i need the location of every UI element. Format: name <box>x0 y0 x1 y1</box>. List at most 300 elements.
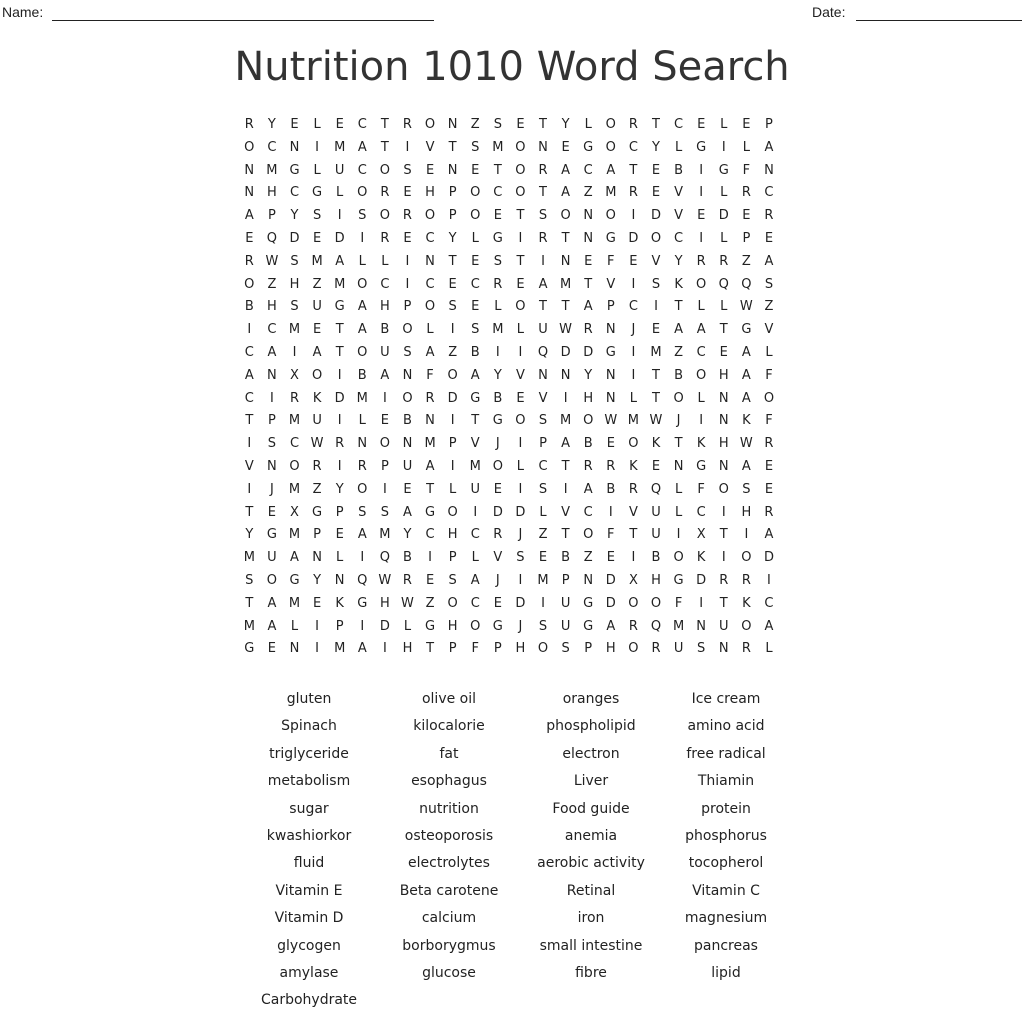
grid-letter: K <box>742 413 751 429</box>
grid-letter: B <box>402 413 412 429</box>
grid-letter: P <box>335 504 344 520</box>
grid-letter: Q <box>537 344 549 360</box>
word-list-item: Beta carotene <box>399 882 499 899</box>
grid-letter: D <box>515 595 526 611</box>
grid-letter: M <box>672 618 685 634</box>
grid-letter: R <box>696 253 706 269</box>
grid-letter: D <box>289 230 300 246</box>
grid-letter: R <box>538 162 548 178</box>
grid-letter: I <box>563 390 568 406</box>
grid-letter: N <box>560 253 571 269</box>
grid-letter: L <box>584 117 592 132</box>
grid-letter: V <box>674 185 684 201</box>
grid-letter: H <box>718 367 729 383</box>
grid-letter: M <box>288 481 301 497</box>
grid-letter: O <box>402 390 413 406</box>
grid-letter: N <box>312 550 322 566</box>
grid-letter: T <box>335 322 344 338</box>
grid-letter: N <box>244 162 255 178</box>
grid-letter: O <box>537 641 549 657</box>
grid-letter: R <box>741 641 751 657</box>
grid-letter: R <box>719 572 729 588</box>
grid-letter: E <box>403 230 412 246</box>
grid-letter: K <box>696 436 706 452</box>
grid-letter: P <box>448 185 457 201</box>
grid-letter: M <box>469 458 481 474</box>
grid-letter: H <box>379 299 390 315</box>
grid-letter: O <box>447 504 458 520</box>
grid-letter: P <box>403 299 412 315</box>
grid-letter: V <box>538 390 548 406</box>
name-blank-line <box>52 20 434 21</box>
grid-letter: N <box>334 572 345 588</box>
grid-letter: U <box>673 641 684 657</box>
grid-letter: P <box>561 572 570 588</box>
grid-letter: O <box>583 413 594 429</box>
grid-letter: B <box>470 344 480 360</box>
word-list-item: electrolytes <box>408 855 490 872</box>
grid-letter: G <box>334 299 345 315</box>
grid-letter: Q <box>650 481 662 497</box>
grid-letter: G <box>605 230 616 246</box>
grid-letter: L <box>403 618 412 634</box>
grid-letter: R <box>651 641 661 657</box>
grid-letter: O <box>357 185 368 201</box>
grid-letter: N <box>425 253 435 269</box>
grid-letter: A <box>741 458 751 474</box>
grid-letter: O <box>289 458 300 474</box>
grid-letter: O <box>357 344 368 360</box>
grid-letter: S <box>312 208 322 224</box>
grid-letter: L <box>471 230 479 246</box>
grid-letter: N <box>605 367 616 383</box>
grid-letter: T <box>516 253 525 269</box>
grid-letter: E <box>290 117 299 132</box>
grid-letter: Y <box>267 117 276 132</box>
grid-letter: A <box>696 322 706 338</box>
grid-letter: O <box>515 162 526 178</box>
grid-letter: L <box>697 390 705 406</box>
grid-letter: V <box>674 208 684 224</box>
grid-letter: L <box>742 139 750 155</box>
grid-letter: P <box>267 208 276 224</box>
grid-letter: S <box>380 504 389 520</box>
grid-letter: S <box>403 344 412 360</box>
grid-letter: O <box>515 299 526 315</box>
grid-letter: C <box>696 504 706 520</box>
grid-letter: P <box>448 208 457 224</box>
grid-letter: C <box>764 185 774 201</box>
grid-letter: I <box>767 572 771 588</box>
grid-letter: C <box>583 162 593 178</box>
grid-letter: O <box>673 390 684 406</box>
grid-letter: H <box>447 527 458 543</box>
grid-letter: B <box>244 299 254 315</box>
word-list-item: amylase <box>279 964 339 981</box>
word-list-item: Ice cream <box>691 691 761 707</box>
grid-letter: M <box>243 618 255 634</box>
grid-letter: N <box>538 139 548 155</box>
grid-letter: O <box>424 117 436 132</box>
grid-letter: I <box>360 618 365 634</box>
grid-letter: S <box>358 504 367 520</box>
grid-letter: E <box>312 322 322 338</box>
grid-letter: L <box>358 253 366 269</box>
grid-letter: L <box>765 344 773 360</box>
grid-letter: N <box>718 390 729 406</box>
grid-letter: R <box>583 458 593 474</box>
word-list-item: kilocalorie <box>413 718 485 735</box>
grid-letter: T <box>561 299 570 315</box>
grid-letter: G <box>583 139 594 155</box>
grid-letter: V <box>515 367 525 383</box>
grid-letter: M <box>311 253 323 269</box>
grid-letter: L <box>471 550 479 566</box>
grid-letter: I <box>382 641 387 657</box>
grid-letter: H <box>425 185 435 201</box>
grid-letter: O <box>673 550 684 566</box>
grid-letter: W <box>310 436 324 452</box>
word-list-item: calcium <box>421 910 477 927</box>
grid-letter: E <box>425 572 435 588</box>
grid-letter: R <box>493 276 503 292</box>
grid-letter: T <box>584 276 593 292</box>
grid-letter: G <box>492 413 503 429</box>
word-list-item: kwashiorkor <box>266 827 352 844</box>
grid-letter: N <box>244 185 255 201</box>
grid-letter: L <box>313 117 321 132</box>
grid-letter: C <box>470 276 480 292</box>
grid-letter: C <box>380 276 390 292</box>
grid-letter: O <box>244 139 255 155</box>
grid-letter: J <box>518 527 523 543</box>
grid-letter: I <box>631 344 636 360</box>
grid-letter: G <box>470 390 481 406</box>
grid-letter: C <box>696 344 706 360</box>
page-title: Nutrition 1010 Word Search <box>234 44 790 90</box>
grid-letter: L <box>290 618 299 634</box>
grid-letter: O <box>650 595 662 611</box>
word-list-item: fat <box>439 745 459 762</box>
grid-letter: G <box>244 641 255 657</box>
grid-letter: E <box>471 162 480 178</box>
grid-letter: V <box>561 504 571 520</box>
grid-letter: E <box>267 641 276 657</box>
grid-letter: D <box>334 390 345 406</box>
grid-letter: A <box>561 436 571 452</box>
word-list-item: phosphorus <box>685 827 767 844</box>
grid-letter: T <box>561 230 570 246</box>
grid-letter: R <box>764 436 774 452</box>
grid-letter: G <box>266 527 277 543</box>
word-list-item: Liver <box>573 773 609 790</box>
grid-letter: H <box>605 641 616 657</box>
grid-letter: I <box>315 641 319 657</box>
grid-letter: D <box>560 344 571 360</box>
grid-letter: O <box>605 139 616 155</box>
grid-letter: I <box>495 344 500 360</box>
grid-letter: A <box>764 139 774 155</box>
grid-letter: Y <box>652 139 660 155</box>
grid-letter: T <box>719 527 728 543</box>
grid-letter: O <box>763 390 775 406</box>
grid-letter: H <box>267 185 277 201</box>
grid-letter: I <box>360 550 365 566</box>
word-list-item: Spinach <box>281 718 337 735</box>
grid-letter: P <box>380 458 389 474</box>
grid-letter: S <box>267 436 277 452</box>
word-list-item: Food guide <box>552 800 630 817</box>
grid-letter: M <box>492 322 504 338</box>
word-list-item: anemia <box>564 827 618 844</box>
grid-letter: A <box>606 162 616 178</box>
grid-letter: N <box>402 367 413 383</box>
word-list-item: oranges <box>562 691 620 707</box>
grid-letter: I <box>541 253 545 269</box>
grid-letter: Y <box>313 572 322 588</box>
word-list-item: triglyceride <box>269 745 349 762</box>
grid-letter: R <box>538 230 548 246</box>
letter-grid <box>238 114 780 661</box>
grid-letter: H <box>267 299 277 315</box>
grid-letter: P <box>606 299 615 315</box>
grid-letter: N <box>718 413 729 429</box>
grid-letter: T <box>561 458 570 474</box>
grid-letter: U <box>267 550 277 566</box>
grid-letter: R <box>380 230 390 246</box>
grid-letter: U <box>651 527 661 543</box>
grid-letter: M <box>379 527 391 543</box>
grid-letter: P <box>313 527 321 543</box>
grid-letter: C <box>764 595 774 611</box>
grid-letter: B <box>583 436 593 452</box>
grid-letter: I <box>450 322 455 338</box>
grid-letter: B <box>651 550 661 566</box>
grid-letter: T <box>426 641 435 657</box>
grid-letter: L <box>720 117 728 132</box>
grid-letter: E <box>403 481 412 497</box>
grid-letter: T <box>629 162 638 178</box>
grid-letter: A <box>561 162 571 178</box>
grid-letter: M <box>288 322 301 338</box>
grid-letter: R <box>764 504 774 520</box>
grid-letter: I <box>405 276 410 292</box>
grid-letter: S <box>448 299 457 315</box>
grid-letter: A <box>583 299 593 315</box>
grid-letter: T <box>674 299 683 315</box>
grid-letter: C <box>425 230 435 246</box>
grid-letter: I <box>744 527 749 543</box>
word-list-item: phospholipid <box>546 718 636 735</box>
grid-letter: T <box>539 185 547 201</box>
grid-letter: E <box>335 527 344 543</box>
grid-letter: C <box>425 276 435 292</box>
grid-letter: G <box>492 618 503 634</box>
grid-letter: R <box>628 618 638 634</box>
grid-letter: G <box>673 572 684 588</box>
grid-letter: O <box>628 595 639 611</box>
grid-letter: N <box>560 367 571 383</box>
grid-letter: R <box>402 117 412 132</box>
grid-letter: M <box>492 139 504 155</box>
header-row <box>0 4 1024 24</box>
grid-letter: F <box>426 367 434 383</box>
grid-letter: N <box>402 436 413 452</box>
grid-letter: Z <box>312 481 322 497</box>
grid-letter: T <box>561 527 570 543</box>
grid-letter: H <box>402 641 413 657</box>
grid-letter: N <box>583 230 594 246</box>
grid-letter: O <box>696 276 707 292</box>
grid-letter: I <box>428 550 432 566</box>
grid-letter: D <box>379 618 390 634</box>
grid-letter: R <box>493 527 503 543</box>
grid-letter: I <box>721 504 726 520</box>
word-list-item: metabolism <box>267 773 351 790</box>
grid-letter: T <box>719 322 728 338</box>
grid-letter: O <box>379 162 390 178</box>
grid-letter: F <box>765 367 773 383</box>
grid-letter: E <box>312 230 322 246</box>
grid-letter: E <box>538 550 548 566</box>
grid-letter: I <box>563 481 568 497</box>
grid-letter: I <box>337 413 342 429</box>
grid-letter: U <box>651 504 661 520</box>
grid-letter: D <box>605 595 616 611</box>
grid-letter: L <box>494 299 502 315</box>
grid-letter: G <box>696 139 707 155</box>
grid-letter: P <box>584 641 593 657</box>
grid-letter: C <box>674 230 684 246</box>
grid-letter: L <box>516 322 525 338</box>
grid-letter: E <box>516 276 525 292</box>
grid-letter: E <box>561 139 570 155</box>
grid-letter: Z <box>312 276 322 292</box>
grid-letter: S <box>538 618 548 634</box>
grid-letter: I <box>247 481 252 497</box>
grid-letter: R <box>402 572 412 588</box>
grid-letter: O <box>741 618 752 634</box>
grid-letter: I <box>676 527 681 543</box>
grid-letter: M <box>560 413 572 429</box>
grid-letter: E <box>335 117 344 132</box>
grid-letter: M <box>334 276 346 292</box>
grid-letter: A <box>357 527 367 543</box>
word-list-item: amino acid <box>687 718 765 735</box>
grid-letter: C <box>674 117 684 132</box>
grid-letter: B <box>493 390 503 406</box>
grid-letter: E <box>425 162 435 178</box>
word-list-item: protein <box>701 800 751 817</box>
grid-letter: N <box>673 458 684 474</box>
grid-letter: E <box>697 117 706 132</box>
grid-letter: L <box>449 481 457 497</box>
grid-letter: S <box>697 641 706 657</box>
grid-letter: I <box>360 230 365 246</box>
grid-letter: D <box>763 550 774 566</box>
grid-letter: T <box>448 139 457 155</box>
grid-letter: A <box>335 253 345 269</box>
grid-letter: I <box>721 550 726 566</box>
grid-letter: T <box>539 117 547 132</box>
grid-letter: D <box>696 572 707 588</box>
grid-letter: T <box>245 413 254 429</box>
grid-letter: C <box>493 185 503 201</box>
word-list-item: aerobic activity <box>537 855 645 872</box>
grid-letter: V <box>764 322 774 338</box>
grid-letter: T <box>335 344 344 360</box>
word-list-item: electron <box>562 745 620 762</box>
word-list-item: Carbohydrate <box>260 992 358 1009</box>
grid-letter: L <box>629 390 638 406</box>
grid-letter: E <box>403 185 412 201</box>
word-list-item: Vitamin E <box>275 882 343 899</box>
grid-letter: B <box>402 550 412 566</box>
grid-letter: A <box>267 595 277 611</box>
grid-letter: I <box>337 208 342 224</box>
grid-letter: O <box>311 367 323 383</box>
grid-letter: O <box>244 276 255 292</box>
grid-letter: F <box>697 481 705 497</box>
grid-letter: E <box>651 185 661 201</box>
grid-letter: R <box>335 436 345 452</box>
grid-letter: C <box>470 527 480 543</box>
grid-letter: O <box>357 276 368 292</box>
grid-letter: S <box>471 322 480 338</box>
grid-letter: U <box>560 595 571 611</box>
grid-letter: I <box>382 481 387 497</box>
grid-letter: L <box>336 185 344 201</box>
grid-letter: S <box>538 413 548 429</box>
grid-letter: N <box>718 458 729 474</box>
grid-letter: A <box>606 618 616 634</box>
grid-letter: W <box>739 436 753 452</box>
grid-letter: T <box>652 117 660 132</box>
grid-letter: C <box>244 344 254 360</box>
word-list-item: magnesium <box>684 910 768 927</box>
grid-letter: E <box>493 481 502 497</box>
grid-letter: A <box>267 618 277 634</box>
grid-letter: C <box>289 436 300 452</box>
grid-letter: I <box>631 367 636 383</box>
grid-letter: N <box>289 641 300 657</box>
grid-letter: K <box>335 595 344 611</box>
grid-letter: E <box>312 595 322 611</box>
grid-letter: R <box>764 208 774 224</box>
grid-letter: R <box>719 253 729 269</box>
grid-letter: K <box>742 595 751 611</box>
word-list-item: gluten <box>286 691 332 707</box>
grid-letter: I <box>631 550 636 566</box>
grid-letter: L <box>674 481 683 497</box>
grid-letter: R <box>425 390 435 406</box>
grid-letter: C <box>244 390 254 406</box>
grid-letter: V <box>470 436 480 452</box>
grid-letter: W <box>378 572 392 588</box>
word-list-item: pancreas <box>694 937 758 954</box>
grid-letter: W <box>604 413 618 429</box>
grid-letter: X <box>628 572 638 588</box>
grid-letter: H <box>651 572 661 588</box>
grid-letter: Z <box>674 344 684 360</box>
word-list-item: lipid <box>711 964 741 981</box>
word-list-item: iron <box>577 910 605 927</box>
grid-letter: Z <box>741 253 751 269</box>
grid-letter: O <box>470 185 481 201</box>
date-blank-line <box>856 20 1022 21</box>
grid-letter: S <box>448 572 457 588</box>
grid-letter: J <box>495 436 500 452</box>
